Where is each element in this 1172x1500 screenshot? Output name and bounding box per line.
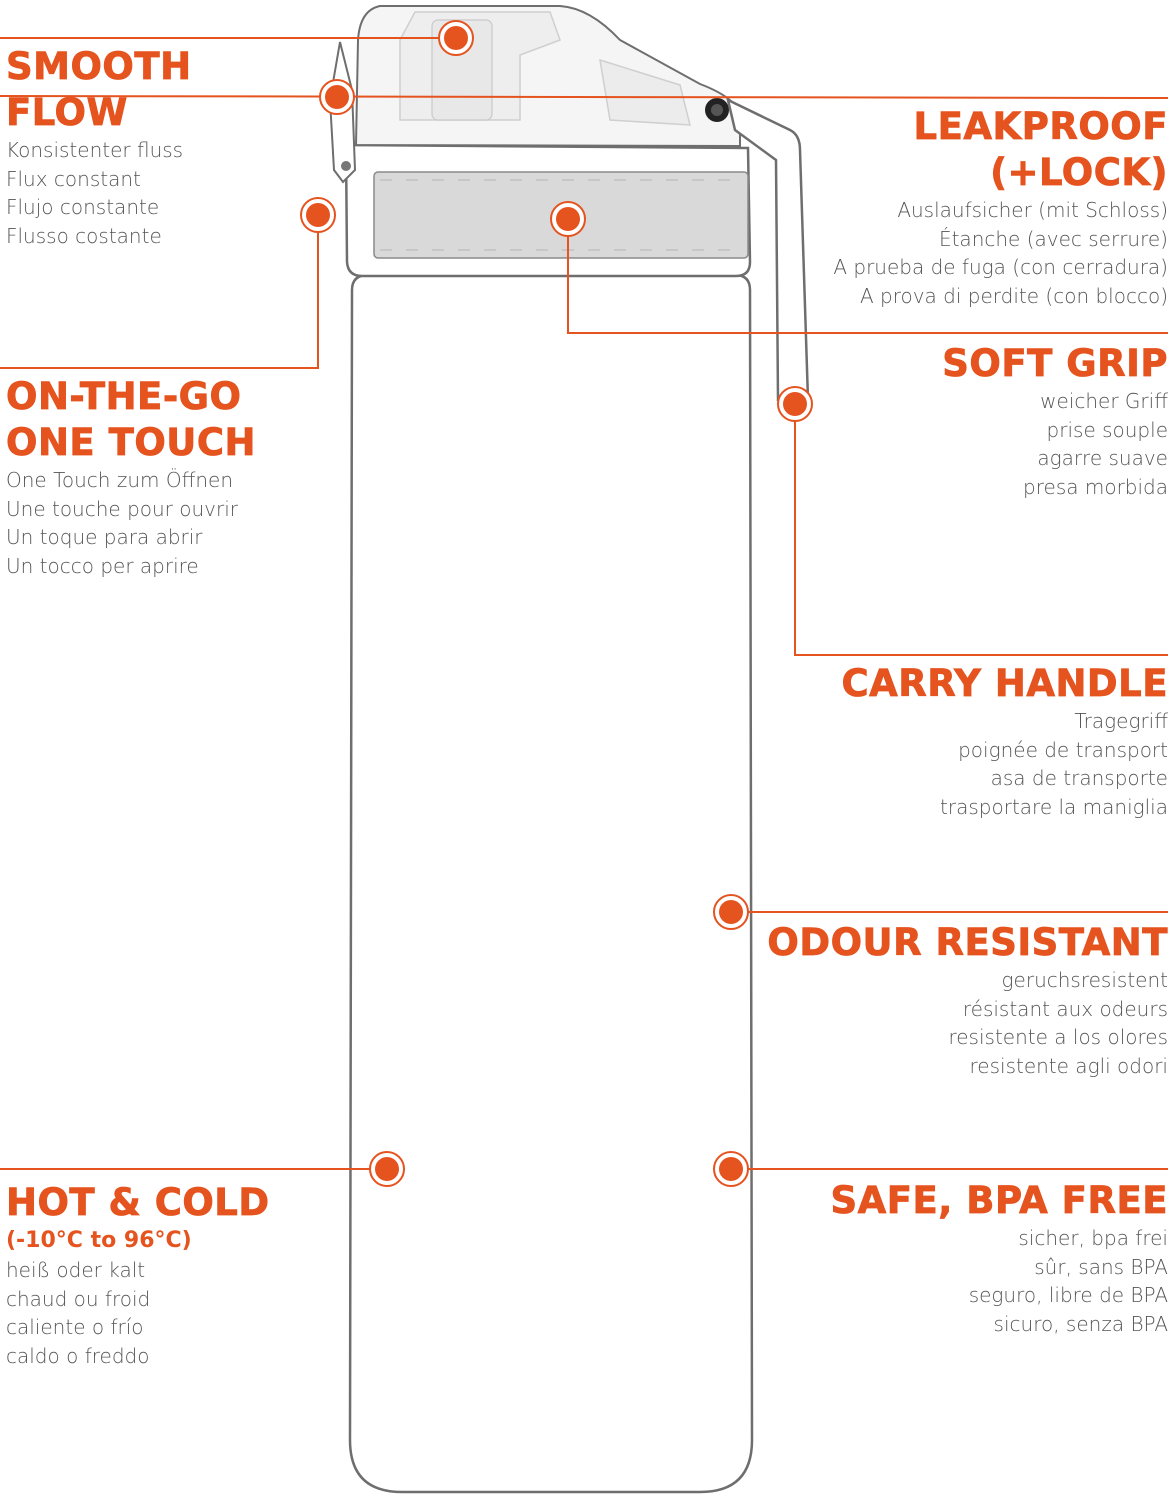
feature-hot-cold: [6, 1180, 270, 1370]
feature-line-fr: sûr, sans BPA: [1034, 1254, 1168, 1279]
marker-leakproof: [320, 80, 354, 114]
feature-title: (+LOCK): [990, 151, 1168, 194]
feature-line-es: caliente o frío: [6, 1315, 144, 1339]
feature-line-it: presa morbida: [1023, 474, 1168, 499]
feature-smooth-flow: [6, 44, 192, 250]
marker-smooth-flow: [439, 21, 473, 55]
feature-line-es: agarre suave: [1037, 446, 1168, 470]
feature-line-it: resistente agli odori: [969, 1053, 1168, 1078]
feature-line-de: heiß oder kalt: [6, 1258, 146, 1282]
feature-title: HOT & COLD: [6, 1181, 270, 1224]
feature-title: ON-THE-GO: [6, 375, 242, 418]
feature-line-es: Un toque para abrir: [6, 525, 203, 549]
feature-title: SAFE, BPA FREE: [830, 1179, 1168, 1222]
feature-line-it: caldo o freddo: [6, 1343, 150, 1368]
feature-title: SMOOTH: [6, 45, 192, 88]
feature-line-es: Flujo constante: [6, 195, 160, 219]
feature-line-es: A prueba de fuga (con cerradura): [833, 255, 1168, 279]
marker-hot-cold: [370, 1152, 404, 1186]
marker-odour-resistant: [714, 895, 748, 929]
feature-one-touch: [6, 374, 256, 580]
feature-line-fr: Flux constant: [6, 166, 141, 191]
feature-title: LEAKPROOF: [913, 105, 1168, 148]
feature-line-de: geruchsresistent: [1001, 968, 1168, 992]
feature-line-fr: résistant aux odeurs: [962, 996, 1168, 1021]
feature-title: SOFT GRIP: [942, 342, 1168, 385]
feature-leakproof: [833, 104, 1168, 310]
feature-title: ONE TOUCH: [6, 421, 256, 464]
feature-title: FLOW: [6, 91, 128, 134]
feature-line-de: Auslaufsicher (mit Schloss): [897, 198, 1168, 222]
feature-odour-resistant: [767, 920, 1168, 1080]
feature-bpa-free: [830, 1178, 1168, 1338]
feature-line-fr: Étanche (avec serrure): [938, 226, 1168, 251]
marker-carry-handle: [778, 387, 812, 421]
marker-one-touch: [301, 198, 335, 232]
feature-line-it: A prova di perdite (con blocco): [859, 283, 1168, 308]
feature-line-de: Konsistenter fluss: [6, 138, 184, 162]
feature-line-it: sicuro, senza BPA: [993, 1311, 1168, 1336]
feature-subtitle: (-10°C to 96°C): [6, 1228, 192, 1253]
feature-line-es: seguro, libre de BPA: [968, 1283, 1168, 1307]
feature-line-es: resistente a los olores: [948, 1025, 1168, 1049]
bottle-body: [350, 275, 752, 1492]
feature-soft-grip: [942, 341, 1168, 501]
marker-bpa-free: [714, 1152, 748, 1186]
feature-line-de: weicher Griff: [1040, 389, 1168, 413]
feature-line-de: One Touch zum Öffnen: [6, 468, 234, 492]
feature-line-fr: Une touche pour ouvrir: [6, 496, 239, 521]
feature-line-de: sicher, bpa frei: [1018, 1226, 1168, 1250]
feature-carry-handle: [841, 661, 1168, 821]
feature-line-de: Tragegriff: [1074, 709, 1168, 733]
feature-title: ODOUR RESISTANT: [767, 921, 1168, 964]
feature-line-fr: chaud ou froid: [6, 1286, 151, 1311]
feature-title: CARRY HANDLE: [841, 662, 1168, 705]
feature-line-it: Flusso costante: [6, 223, 162, 248]
feature-line-es: asa de transporte: [990, 766, 1168, 790]
feature-line-it: Un tocco per aprire: [6, 553, 199, 578]
feature-line-fr: poignée de transport: [958, 737, 1168, 762]
feature-line-it: trasportare la maniglia: [940, 794, 1168, 819]
marker-soft-grip: [551, 202, 585, 236]
feature-line-fr: prise souple: [1046, 417, 1168, 442]
